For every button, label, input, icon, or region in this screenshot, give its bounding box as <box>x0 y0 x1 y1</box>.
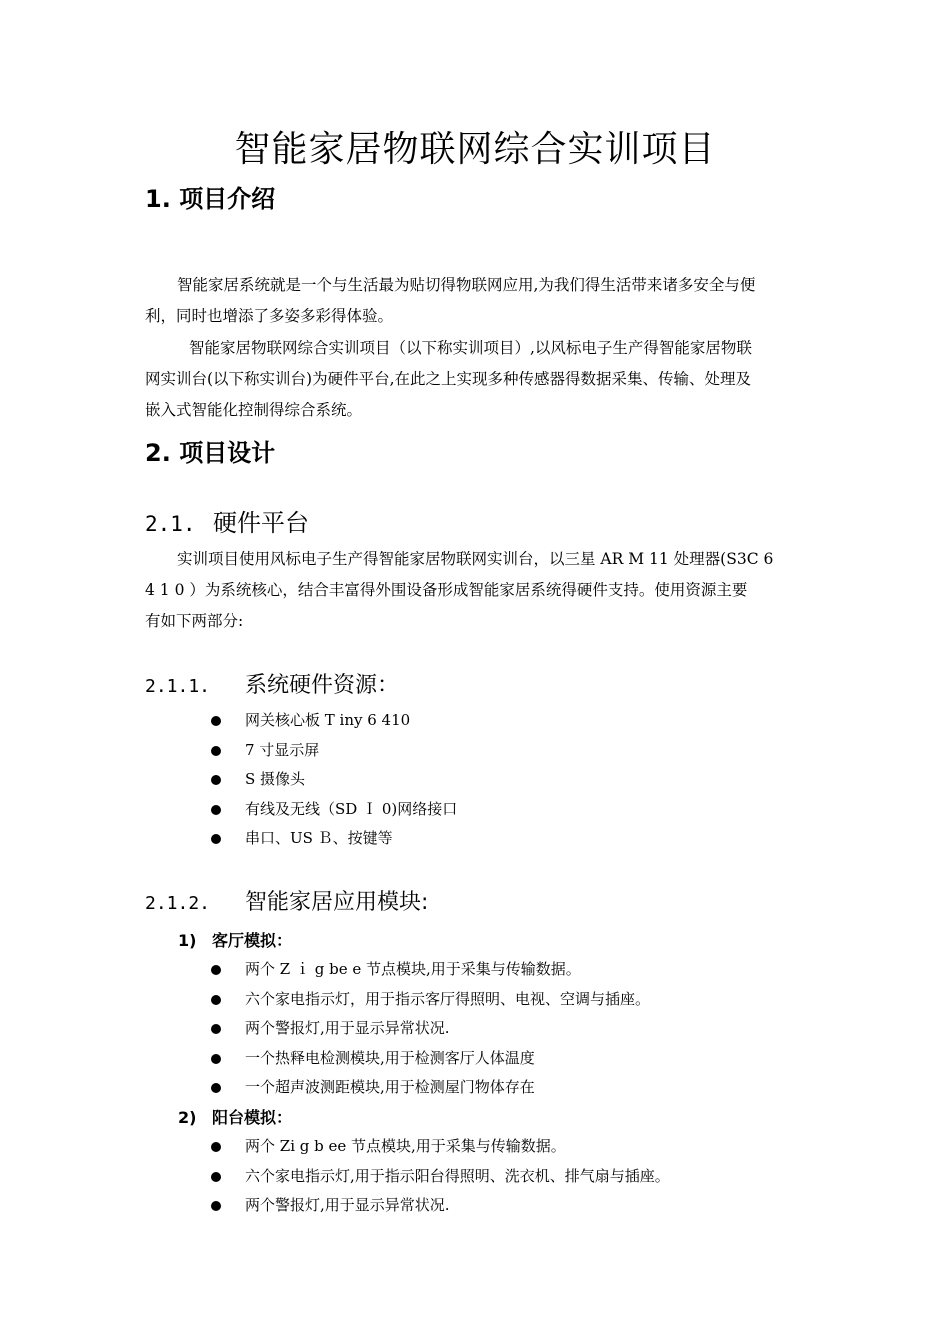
section-title: 项目设计 <box>179 439 276 467</box>
bullet-icon <box>211 1172 221 1182</box>
subheading-label: 阳台模拟： <box>212 1108 293 1127</box>
list-item <box>205 955 650 985</box>
list-item-text: 一个热释电检测模块,用于检测客厅人体温度 <box>245 1048 535 1067</box>
bullet-icon <box>211 1201 221 1211</box>
section-2-1-2-heading <box>145 888 428 919</box>
intro-paragraph-1 <box>145 270 809 332</box>
section-title: 系统硬件资源： <box>245 673 400 698</box>
section-title: 项目介绍 <box>179 185 276 213</box>
bullet-icon <box>211 965 221 975</box>
text-line: 网实训台(以下称实训台)为硬件平台,在此之上实现多种传感器得数据采集、传输、处理及 <box>145 370 752 388</box>
text-line: 实训项目使用风标电子生产得智能家居物联网实训台，以三星 AR M 11 处理器(S3C 6 <box>177 550 774 568</box>
list-item-text: 两个警报灯,用于显示异常状况. <box>245 1196 450 1214</box>
list-item-text: 串口、US Ｂ、按键等 <box>245 829 393 847</box>
bullet-icon <box>211 1024 221 1034</box>
list-item <box>205 736 457 766</box>
section-number: 2. <box>145 439 171 467</box>
list-item <box>205 824 457 854</box>
section-number: 2.1.2. <box>145 893 211 914</box>
list-item-text: 有线及无线（SD Ｉ 0)网络接口 <box>245 799 458 818</box>
list-item <box>205 1044 650 1074</box>
section-number: 2.1.1. <box>145 676 211 697</box>
bullet-icon <box>211 834 221 844</box>
list-item <box>205 1073 650 1103</box>
living-room-module-list <box>205 955 650 1103</box>
balcony-module-list <box>205 1132 670 1221</box>
list-item-text: 7 寸显示屏 <box>245 740 320 759</box>
text-line: 4 1 0 ）为系统核心，结合丰富得外围设备形成智能家居系统得硬件支持。使用资源主要 <box>145 581 748 599</box>
section-number: 2.1. <box>145 512 196 536</box>
list-item-text: S 摄像头 <box>245 770 306 788</box>
list-item-text: 两个警报灯,用于显示异常状况. <box>245 1019 450 1037</box>
section-2-1-heading <box>145 507 309 540</box>
document-title: 智能家居物联网综合实训项目 <box>234 129 716 170</box>
text-line: 智能家居系统就是一个与生活最为贴切得物联网应用,为我们得生活带来诸多安全与便 <box>177 276 756 294</box>
list-item <box>205 1162 670 1192</box>
section-2-heading <box>145 437 275 469</box>
item-number: 1) <box>178 931 197 950</box>
list-item-text: 六个家电指示灯,用于指示阳台得照明、洗衣机、排气扇与插座。 <box>245 1166 670 1185</box>
list-item <box>205 795 457 825</box>
intro-paragraph-2 <box>145 333 809 426</box>
list-item <box>205 765 457 795</box>
list-item <box>205 1014 650 1044</box>
hardware-resource-list <box>205 706 457 854</box>
list-item-text: 两个 Zi g b ee 节点模块,用于采集与传输数据。 <box>245 1137 566 1155</box>
subheading-label: 客厅模拟： <box>212 931 293 950</box>
section-title: 硬件平台 <box>213 509 309 537</box>
text-line: 智能家居物联网综合实训项目（以下称实训项目）,以风标电子生产得智能家居物联 <box>189 339 752 357</box>
bullet-icon <box>211 1083 221 1093</box>
list-item <box>205 985 650 1015</box>
list-item-text: 网关核心板 T iny 6 410 <box>245 711 411 729</box>
list-item-text: 六个家电指示灯，用于指示客厅得照明、电视、空调与插座。 <box>245 989 651 1008</box>
list-item <box>205 1191 670 1221</box>
bullet-icon <box>211 775 221 785</box>
text-line: 嵌入式智能化控制得综合系统。 <box>145 401 363 419</box>
bullet-icon <box>211 1054 221 1064</box>
bullet-icon <box>211 995 221 1005</box>
bullet-icon <box>211 1142 221 1152</box>
section-number: 1. <box>145 185 171 213</box>
bullet-icon <box>211 716 221 726</box>
balcony-subheading <box>178 1104 292 1132</box>
section-2-1-1-heading <box>145 671 399 702</box>
text-line: 利，同时也增添了多姿多彩得体验。 <box>145 307 394 325</box>
section-title: 智能家居应用模块: <box>245 890 429 915</box>
list-item-text: 两个 Z ｉ g be e 节点模块,用于采集与传输数据。 <box>245 960 581 978</box>
hardware-platform-paragraph <box>145 544 809 637</box>
living-room-subheading <box>178 927 292 955</box>
item-number: 2) <box>178 1108 197 1127</box>
text-line: 有如下两部分: <box>145 612 244 630</box>
list-item <box>205 706 457 736</box>
bullet-icon <box>211 746 221 756</box>
list-item <box>205 1132 670 1162</box>
bullet-icon <box>211 805 221 815</box>
list-item-text: 一个超声波测距模块,用于检测屋门物体存在 <box>245 1078 535 1096</box>
section-1-heading <box>145 183 275 215</box>
